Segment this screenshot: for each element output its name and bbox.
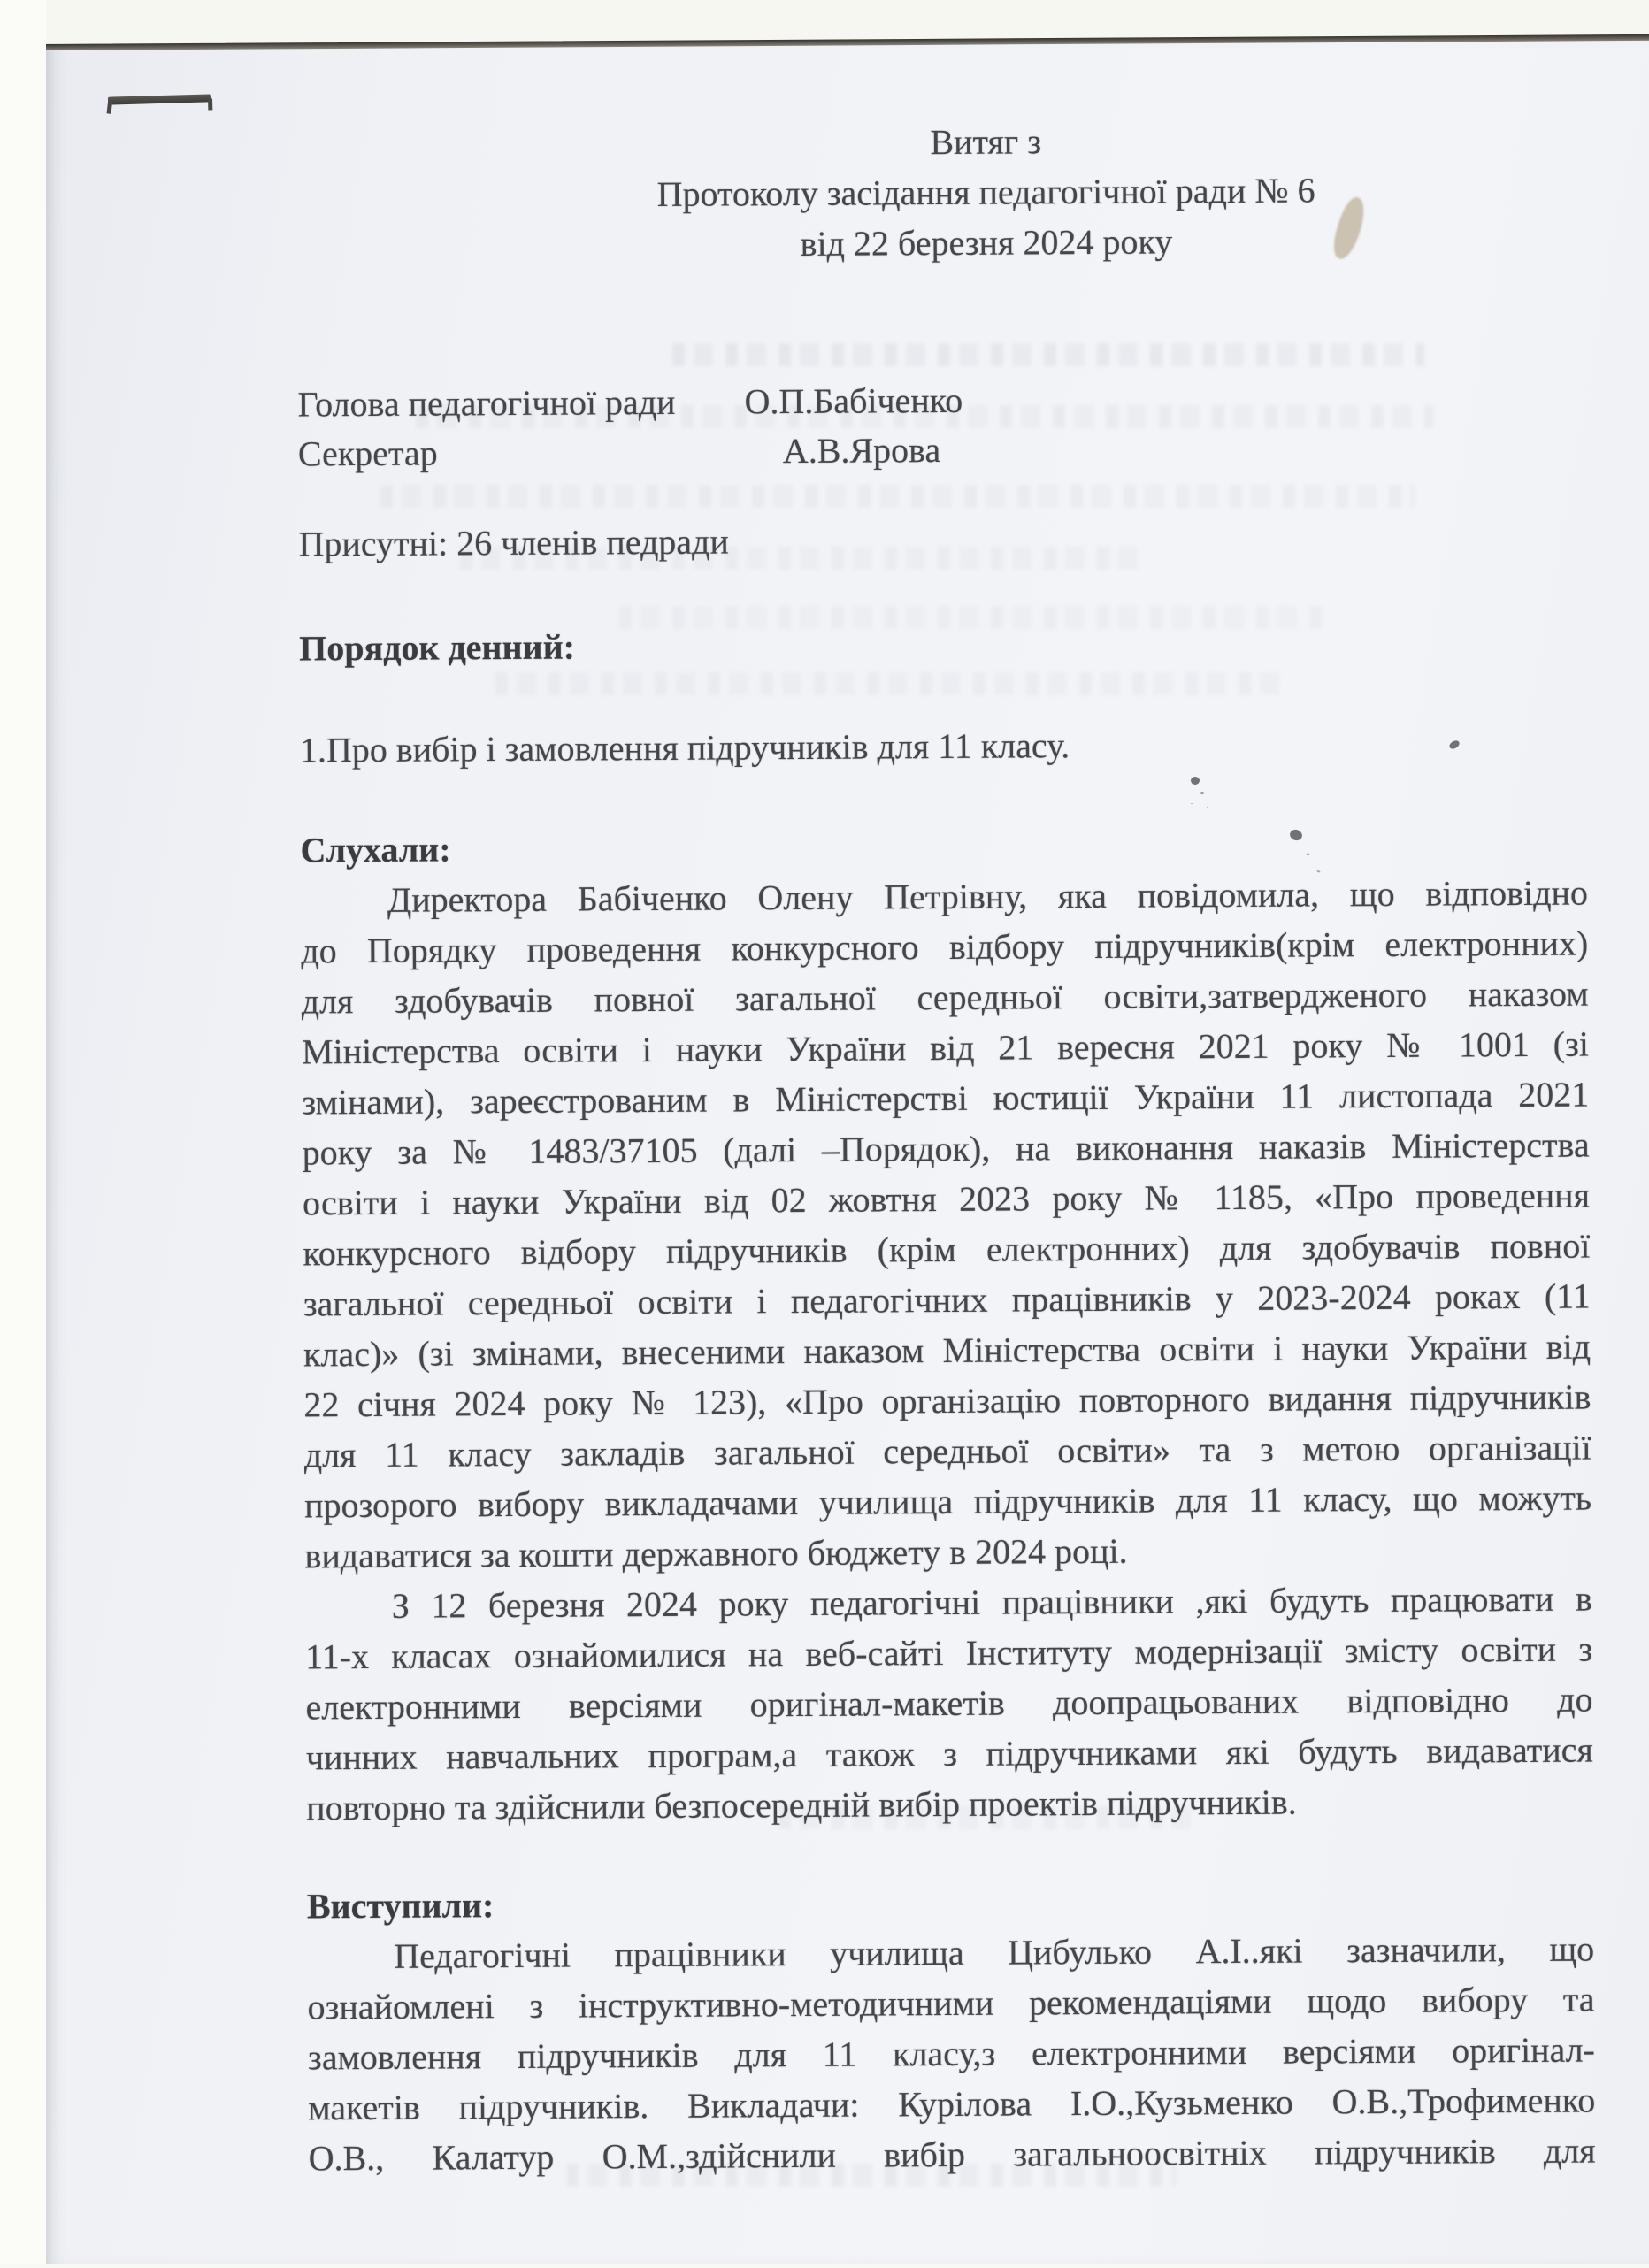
text-line: змінами), зареєстрованим в Міністерстві юстиції України 11 листопада 2021	[302, 1074, 1590, 1123]
header-line-2: Протоколу засідання педагогічної ради № 6	[656, 170, 1315, 214]
text-line: 11-х класах ознайомилися на веб-сайті Інституту модернізації змісту освіти з	[305, 1628, 1593, 1677]
text-line: загальної середньої освіти і педагогічних працівників у 2023-2024 роках (11	[303, 1276, 1591, 1324]
text-line: до Порядку проведення конкурсного відбору підручників(крім електронних)	[301, 923, 1589, 971]
text-line: О.В., Калатур О.М.,здійснили вибір загальноосвітніх підручників для	[308, 2130, 1596, 2179]
secretary-name: А.В.Ярова	[782, 430, 941, 471]
text-line: З 12 березня 2024 року педагогічні працівники ,які будуть працювати в	[391, 1578, 1592, 1626]
text-line: чинних навчальних програм,а також з підручниками які будуть видаватися	[305, 1729, 1593, 1778]
text-line: Педагогічні працівники училища Цибулько А.І..які зазначили, що	[394, 1928, 1595, 1976]
text-line: 22 січня 2024 року № 123), «Про організацію повторного видання підручників	[303, 1376, 1591, 1425]
heard-paragraph-1	[301, 868, 1592, 1582]
spoke-heading: Виступили:	[306, 1885, 495, 1927]
agenda-item-1: 1.Про вибір і замовлення підручників для 11 класу.	[299, 725, 1070, 770]
chair-role-label: Голова педагогічної ради	[297, 381, 676, 425]
text-line: видаватися за кошти державного бюджету в 2024 році.	[304, 1530, 1128, 1576]
text-line: повторно та здійснили безпосередній вибір проектів підручників.	[306, 1781, 1297, 1828]
text-line: прозорого вибору викладачами училища підручників для 11 класу, що можуть	[303, 1477, 1592, 1526]
header-line-1: Витяг з	[930, 121, 1042, 163]
text-line: року за № 1483/37105 (далі –Порядок), на виконання наказів Міністерства	[302, 1124, 1590, 1173]
text-line: Директора Бабіченко Олену Петрівну, яка повідомила, що відповідно	[387, 872, 1589, 920]
text-line: клас)» (зі змінами, внесеними наказом Міністерства освіти і науки України від	[303, 1326, 1591, 1375]
text-line: освіти і науки України від 02 жовтня 2023 року № 1185, «Про проведення	[302, 1175, 1591, 1223]
agenda-heading: Порядок денний:	[299, 626, 576, 669]
text-line: для здобувачів повної загальної середньої освіти,затвердженого наказом	[301, 973, 1589, 1022]
secretary-role-label: Секретар	[297, 433, 438, 474]
heard-heading: Слухали:	[300, 829, 451, 870]
official-row-secretary	[298, 421, 1585, 479]
header-line-3: від 22 березня 2024 року	[800, 221, 1173, 264]
text-line: замовлення підручників для 11 класу,з електронними версіями оригінал-	[307, 2029, 1596, 2078]
spoke-paragraph	[307, 1924, 1596, 2184]
attendance-line: Присутні: 26 членів педради	[298, 521, 729, 564]
text-line: макетів підручників. Викладачи: Курілова І.О.,Кузьменко О.В.,Трофименко	[308, 2080, 1596, 2128]
document-header	[342, 112, 1630, 272]
text-line: ознайомлені з інструктивно-методичними рекомендаціями щодо вибору та	[307, 1979, 1595, 2027]
document-text	[295, 0, 1597, 2268]
scanner-background-left	[0, 0, 46, 2264]
text-line: для 11 класу закладів загальної середньої освіти» та з метою організації	[303, 1427, 1591, 1475]
official-row-chair	[297, 372, 1584, 430]
text-line: Міністерства освіти і науки України від 21 вересня 2021 року № 1001 (зі	[301, 1023, 1590, 1072]
text-line: конкурсного відбору підручників (крім електронних) для здобувачів повної	[303, 1225, 1591, 1274]
chair-name: О.П.Бабіченко	[744, 379, 963, 422]
heard-paragraph-2	[305, 1574, 1594, 1834]
text-line: електронними версіями оригінал-макетів доопрацьованих відповідно до	[305, 1679, 1593, 1728]
